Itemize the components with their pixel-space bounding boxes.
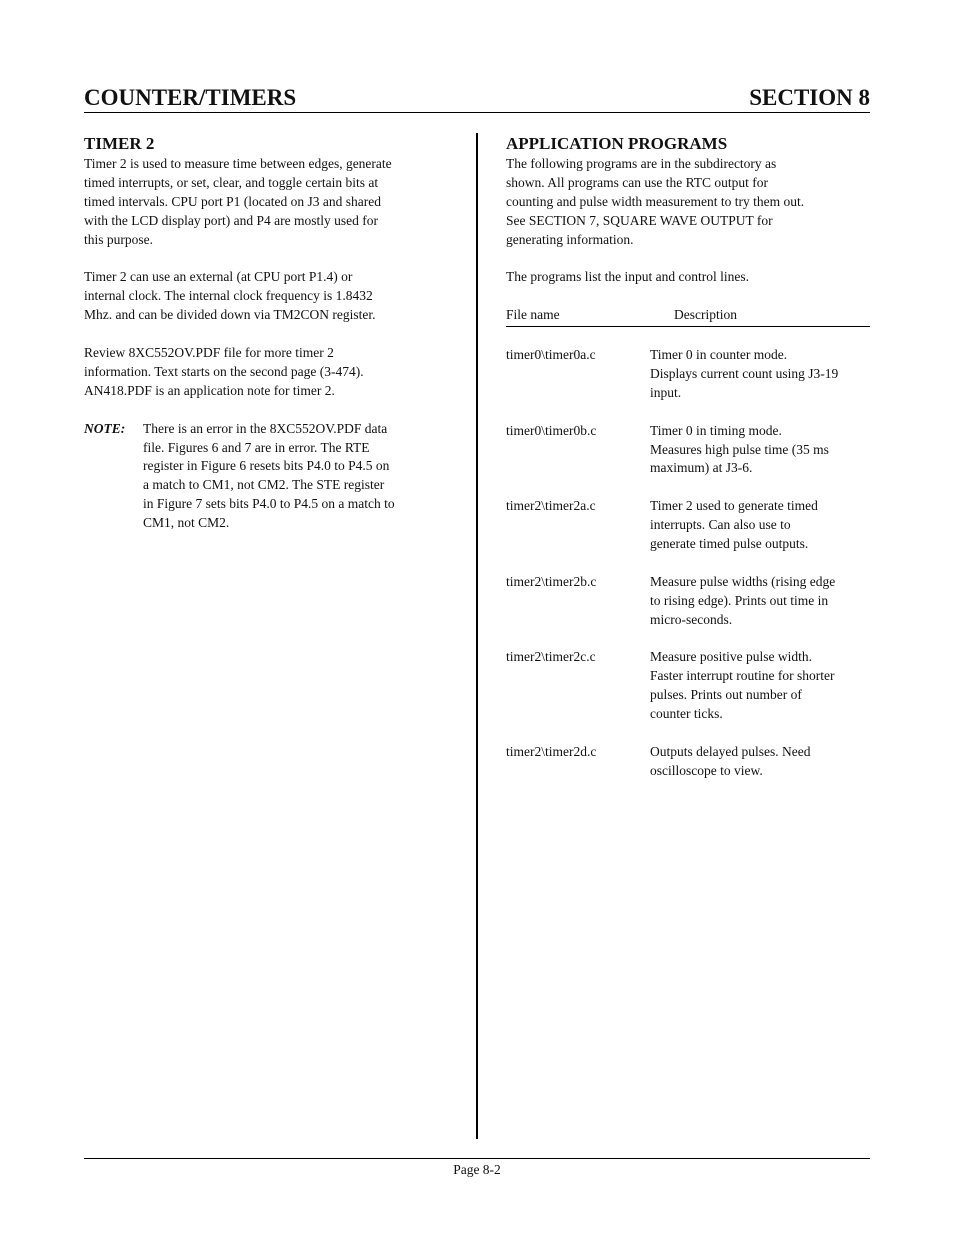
note-block	[84, 420, 452, 533]
file-name-column-header: File name	[506, 307, 560, 323]
file-name: timer2\timer2d.c	[506, 743, 597, 759]
description-column-header: Description	[674, 307, 737, 323]
programs-intro-paragraph: The following programs are in the subdirectory as shown. All programs can use the RTC output for counting and pulse width measurement to try them out. See SECTION 7, SQUARE WAVE OUTPUT for generating information.	[506, 156, 805, 247]
table-row	[506, 648, 872, 724]
review-paragraph: Review 8XC552OV.PDF file for more timer 2 information. Text starts on the second page (3-474). AN418.PDF is an application note for timer 2.	[84, 345, 364, 398]
file-description: Timer 0 in counter mode. Displays current count using J3-19 input.	[650, 347, 839, 400]
clock-paragraph: Timer 2 can use an external (at CPU port P1.4) or internal clock. The internal clock frequency is 1.8432 Mhz. and can be divided down via TM2CON register.	[84, 269, 376, 323]
note-label: NOTE:	[84, 420, 126, 436]
left-column	[84, 133, 452, 533]
table-row	[506, 743, 872, 781]
table-row	[506, 497, 872, 554]
file-description: Timer 0 in timing mode. Measures high pulse time (35 ms maximum) at J3-6.	[650, 422, 829, 476]
table-header	[506, 306, 870, 327]
file-description: Outputs delayed pulses. Need oscilloscope to view.	[650, 743, 811, 778]
right-column	[506, 133, 872, 781]
column-divider	[476, 133, 478, 1139]
file-description: Measure positive pulse width. Faster interrupt routine for shorter pulses. Prints out number of counter ticks.	[650, 649, 835, 722]
file-name: timer2\timer2b.c	[506, 573, 597, 589]
file-description: Timer 2 used to generate timed interrupts. Can also use to generate timed pulse outputs.	[650, 498, 818, 552]
file-name: timer2\timer2a.c	[506, 498, 596, 514]
file-name: timer0\timer0b.c	[506, 422, 597, 438]
timer2-intro-paragraph: Timer 2 is used to measure time between edges, generate timed interrupts, or set, clear, and toggle certain bits at timed intervals. CPU port P1 (located on J3 and shared with the LCD display port) and P4 are mostly used for this purpose.	[84, 156, 392, 247]
file-name: timer2\timer2c.c	[506, 649, 596, 665]
file-description: Measure pulse widths (rising edge to rising edge). Prints out time in micro-seconds.	[650, 573, 836, 627]
section-title: COUNTER/TIMERS	[84, 85, 297, 110]
section-number: SECTION 8	[749, 85, 870, 110]
table-row	[506, 422, 872, 479]
application-programs-heading: APPLICATION PROGRAMS	[506, 134, 728, 153]
header-rule	[84, 112, 870, 113]
note-text: There is an error in the 8XC552OV.PDF data file. Figures 6 and 7 are in error. The RTE register in Figure 6 resets bits P4.0 to P4.5 on a match to CM1, not CM2. The STE register in Figure 7 sets bits P4.0 to P4.5 on a match to CM1, not CM2.	[143, 420, 395, 531]
file-name: timer0\timer0a.c	[506, 347, 596, 363]
table-row	[506, 573, 872, 630]
programs-list-paragraph: The programs list the input and control lines.	[506, 269, 749, 285]
footer-rule	[84, 1158, 870, 1159]
table-row	[506, 346, 872, 403]
timer2-heading: TIMER 2	[84, 134, 155, 153]
page-number: Page 8-2	[453, 1162, 501, 1177]
